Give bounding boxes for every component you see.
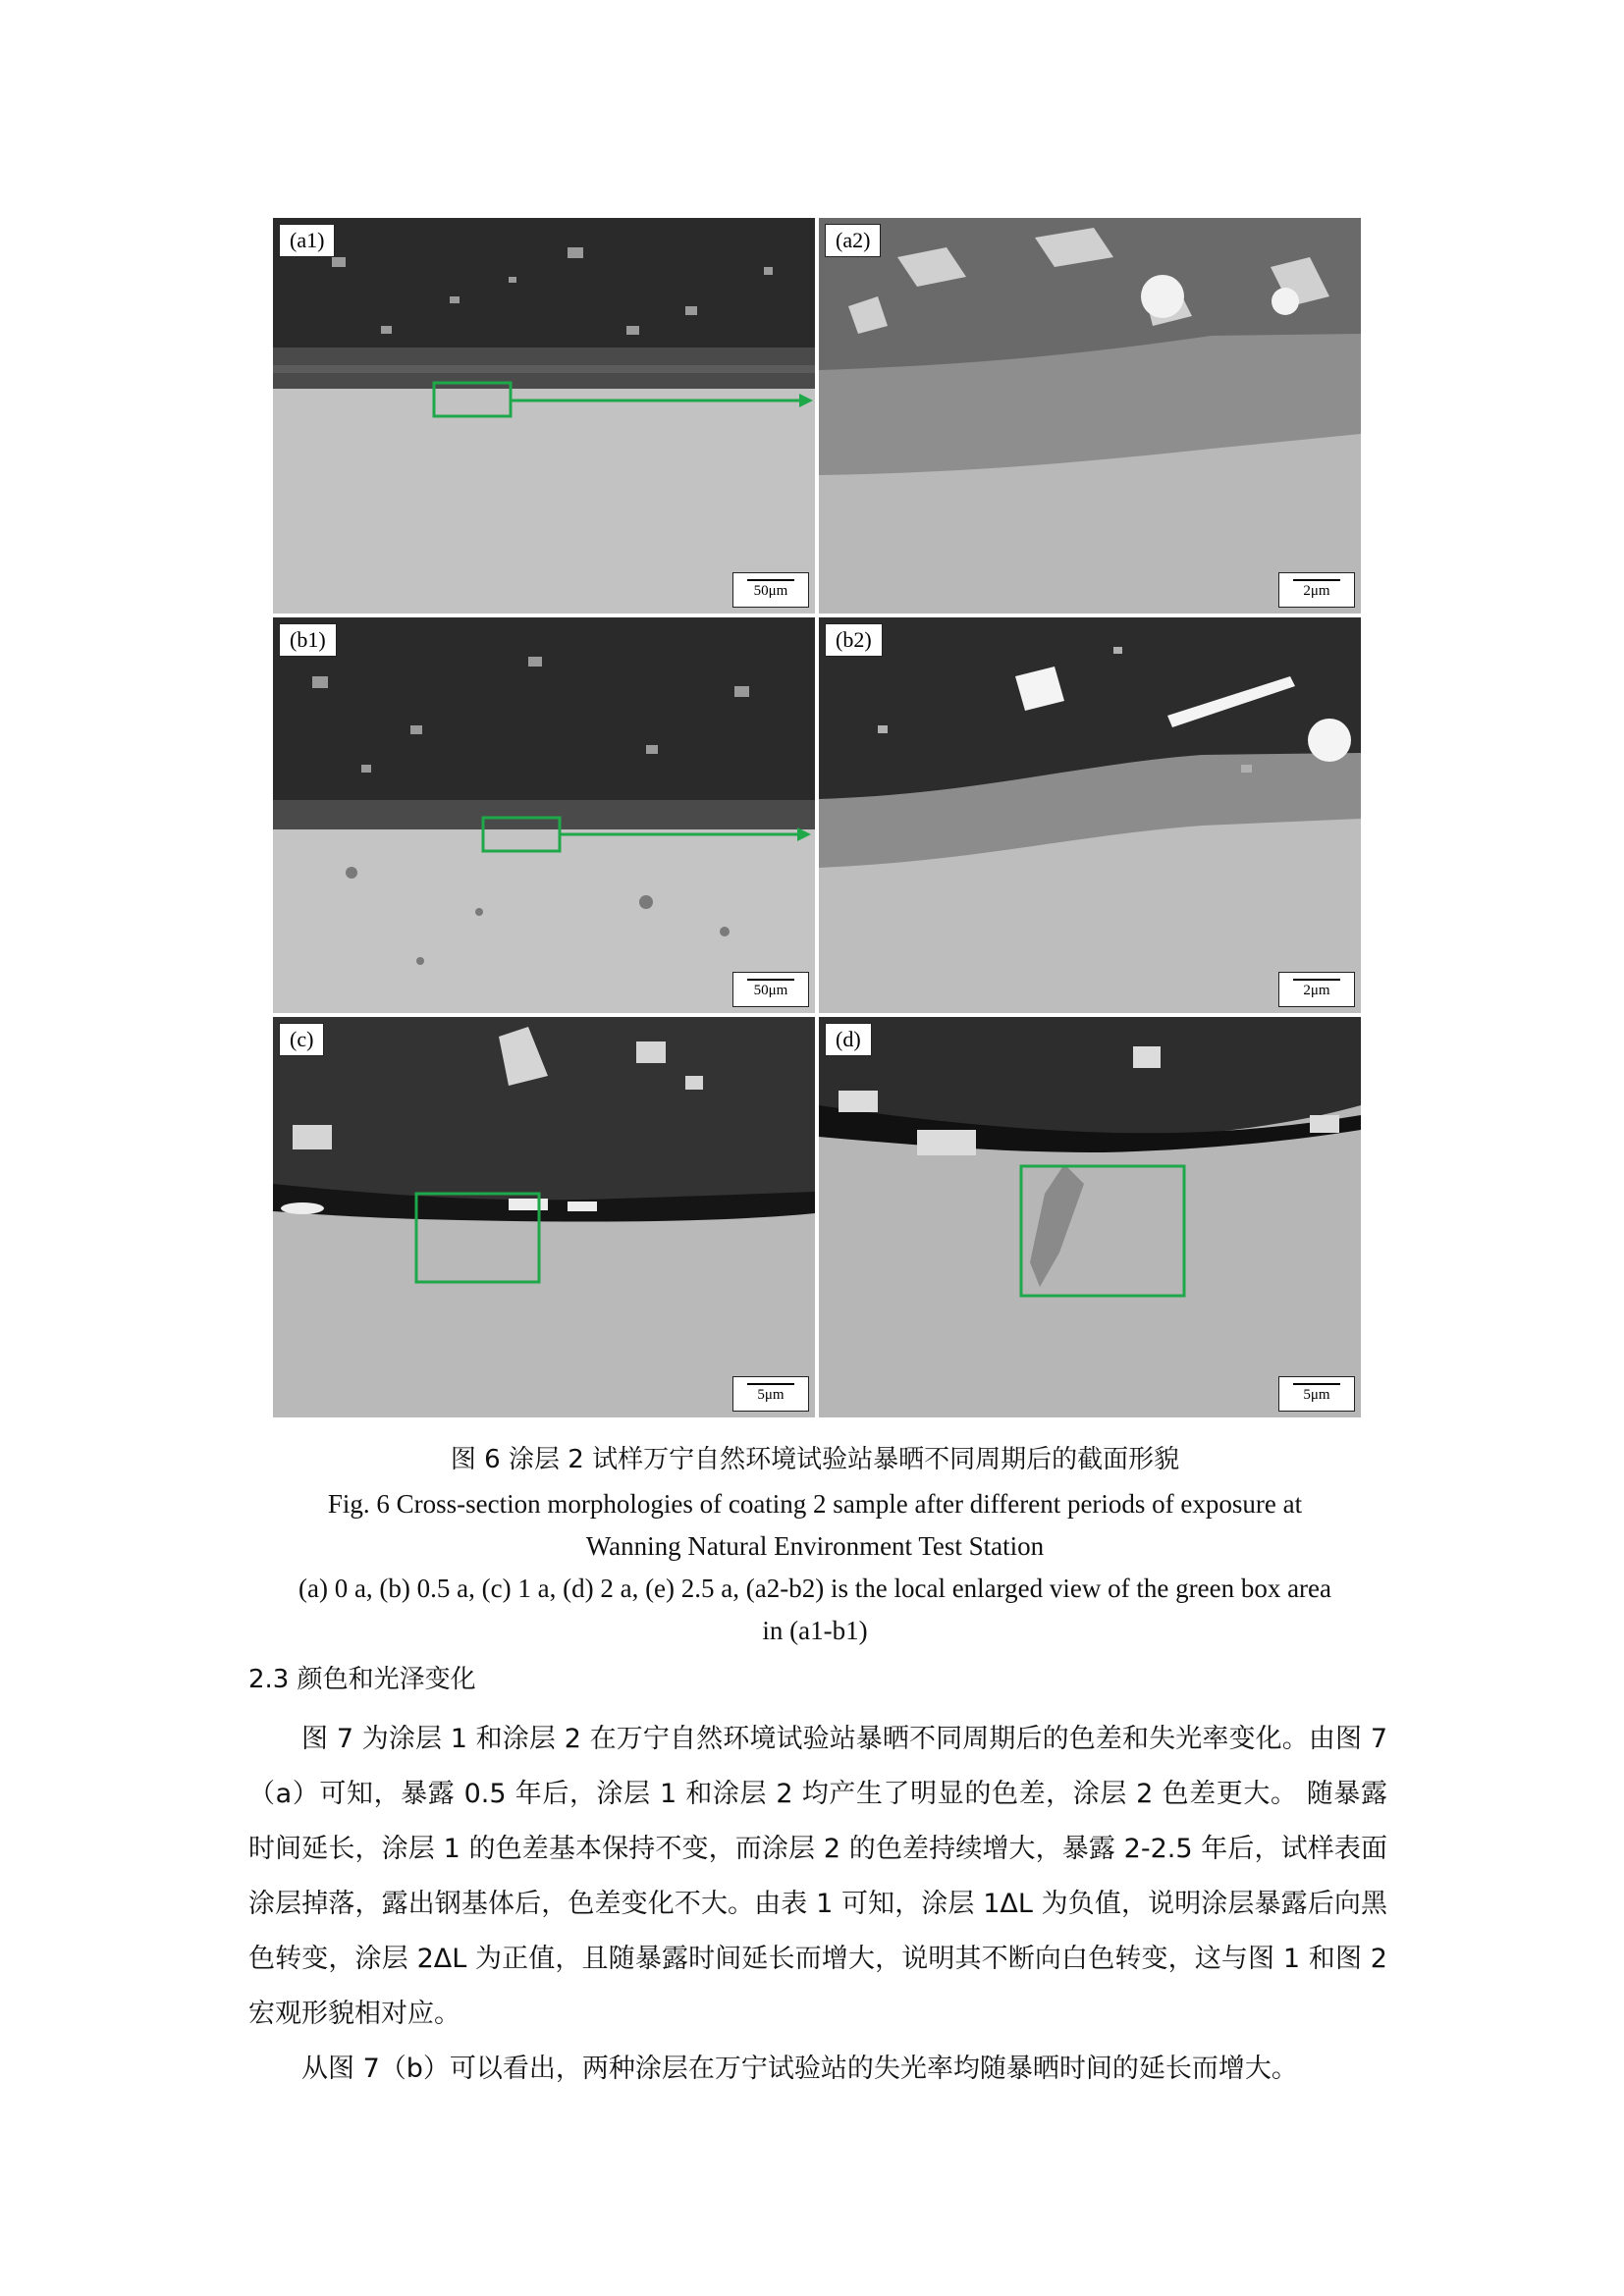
panel-a1 [273,218,815,614]
sem-image-b1 [273,617,815,1013]
scale-bar: 5μm [732,1376,809,1412]
panel-label: (c) [279,1023,324,1056]
sem-image-a2 [819,218,1361,614]
panel-label: (b1) [279,623,337,657]
scale-bar: 5μm [1278,1376,1355,1412]
figure-caption-en-1: Fig. 6 Cross-section morphologies of coating 2 sample after different periods of exposure at [327,1489,1303,1519]
panel-b1 [273,617,815,1013]
figure-caption-en-4: in (a1-b1) [762,1616,868,1645]
paragraph-2: 从图 7（b）可以看出，两种涂层在万宁试验站的失光率均随暴晒时间的延长而增大。 [301,2054,1298,2084]
panel-b2 [819,617,1361,1013]
sem-image-d [819,1017,1361,1417]
scale-bar: 50μm [732,572,809,608]
scale-bar: 2μm [1278,572,1355,608]
figure-caption-zh: 图 6 涂层 2 试样万宁自然环境试验站暴晒不同周期后的截面形貌 [450,1445,1180,1474]
sem-image-b2 [819,617,1361,1013]
figure-caption-en-3: (a) 0 a, (b) 0.5 a, (c) 1 a, (d) 2 a, (e) 2.5 a, (a2-b2) is the local enlarged view of the green box area [298,1574,1332,1603]
panel-label: (b2) [825,623,883,657]
panel-a2 [819,218,1361,614]
panel-c [273,1017,815,1417]
panel-label: (a1) [279,224,335,257]
scale-bar: 50μm [732,972,809,1007]
body-text [248,1712,1387,2097]
paragraph-1: 图 7 为涂层 1 和涂层 2 在万宁自然环境试验站暴晒不同周期后的色差和失光率变化。由图 7（a）可知，暴露 0.5 年后，涂层 1 和涂层 2 均产生了明显的色差，涂层 2 色差更大。 随暴露时间延长，涂层 1 的色差基本保持不变，而涂层 2 的色差持续增大，暴露 2-2.5 年后，试样表面涂层掉落，露出钢基体后，色差变化不大。由表 1 可知，涂层 1ΔL 为负值，说明涂层暴露后向黑色转变，涂层 2ΔL 为正值，且随暴露时间延长而增大，说明其不断向白色转变，这与图 1 和图 2 宏观形貌相对应。 [248,1724,1387,2029]
scale-bar: 2μm [1278,972,1355,1007]
section-heading: 2.3 颜色和光泽变化 [248,1665,476,1694]
panel-d [819,1017,1361,1417]
panel-label: (d) [825,1023,872,1056]
panel-label: (a2) [825,224,881,257]
figure-caption-en-2: Wanning Natural Environment Test Station [585,1531,1045,1561]
sem-image-c [273,1017,815,1417]
sem-image-a1 [273,218,815,614]
